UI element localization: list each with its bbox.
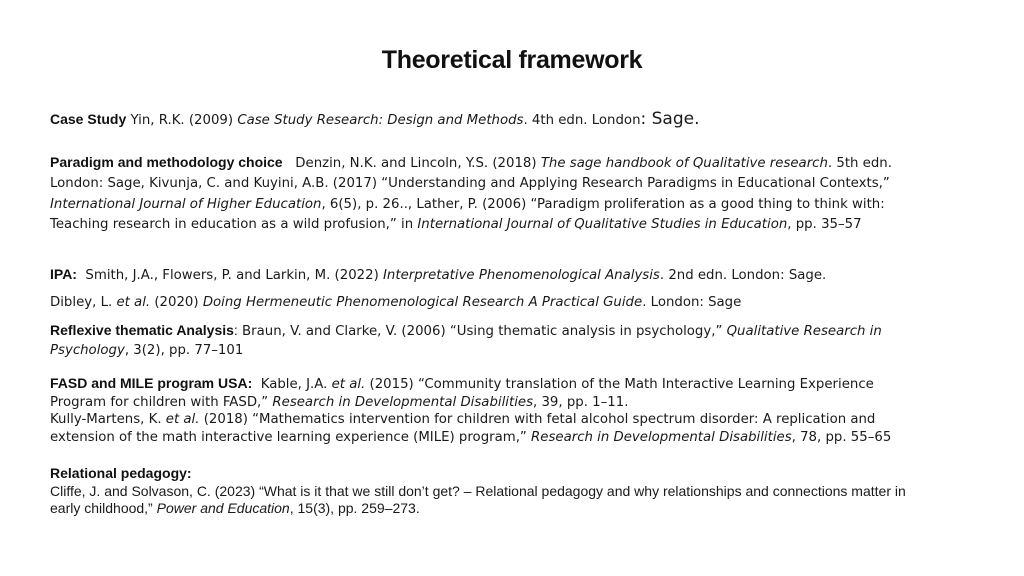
paradigm-reference: Paradigm and methodology choice Denzin, N.K. and Lincoln, Y.S. (2018) The sage handbook of Qualitative research. 5th edn. London: Sage, Kivunja, C. and Kuyini, A.B. (2017) “Understanding and Applying Research Paradigms in Educational Contexts,” International Journal of Higher Education, 6(5), p. 26.., Lather, P. (2006) “Paradigm proliferation as a good thing to think with: Teaching research in education as a wild profusion,” in International Journal of Qualitative Studies in Education, pp. 35–57 (50, 154, 892, 233)
case-study-label: Case Study (50, 111, 127, 127)
dibley-reference: Dibley, L. et al. (2020) Doing Hermeneutic Phenomenological Research A Practical Guide. London: Sage (50, 295, 742, 310)
paradigm-label: Paradigm and methodology choice (50, 154, 283, 170)
ipa-label: IPA: (50, 266, 77, 282)
fasd-label: FASD and MILE program USA (50, 375, 248, 391)
case-study-reference: Case Study Yin, R.K. (2009) Case Study Research: Design and Methods. 4th edn. London: Sage. (50, 109, 700, 129)
relational-label: Relational pedagogy: (50, 465, 192, 481)
reflexive-label: Reflexive thematic Analysis (50, 322, 234, 338)
ipa-reference: IPA: Smith, J.A., Flowers, P. and Larkin, M. (2022) Interpretative Phenomenological Analysis. 2nd edn. London: Sage. (50, 266, 827, 283)
relational-reference: Relational pedagogy: Cliffe, J. and Solvason, C. (2023) “What is it that we still don’t get? – Relational pedagogy and why relationships and connections matter in early childhood,” Power and Education, 15(3), pp. 259–273. (50, 465, 906, 516)
slide-title: Theoretical framework (381, 46, 643, 74)
reflexive-reference: Reflexive thematic Analysis: Braun, V. and Clarke, V. (2006) “Using thematic analysis in psychology,” Qualitative Research in Psychology, 3(2), pp. 77–101 (50, 322, 882, 358)
fasd-reference: FASD and MILE program USA: Kable, J.A. et al. (2015) “Community translation of the Math Interactive Learning Experience Program for children with FASD,” Research in Developmental Disabilities, 39, pp. 1–11. Kully-Martens, K. et al. (2018) “Mathematics intervention for children with fetal alcohol spectrum disorder: A replication and extension of the math interactive learning experience (MILE) program,” Research in Developmental Disabilities, 78, pp. 55–65 (50, 375, 892, 445)
